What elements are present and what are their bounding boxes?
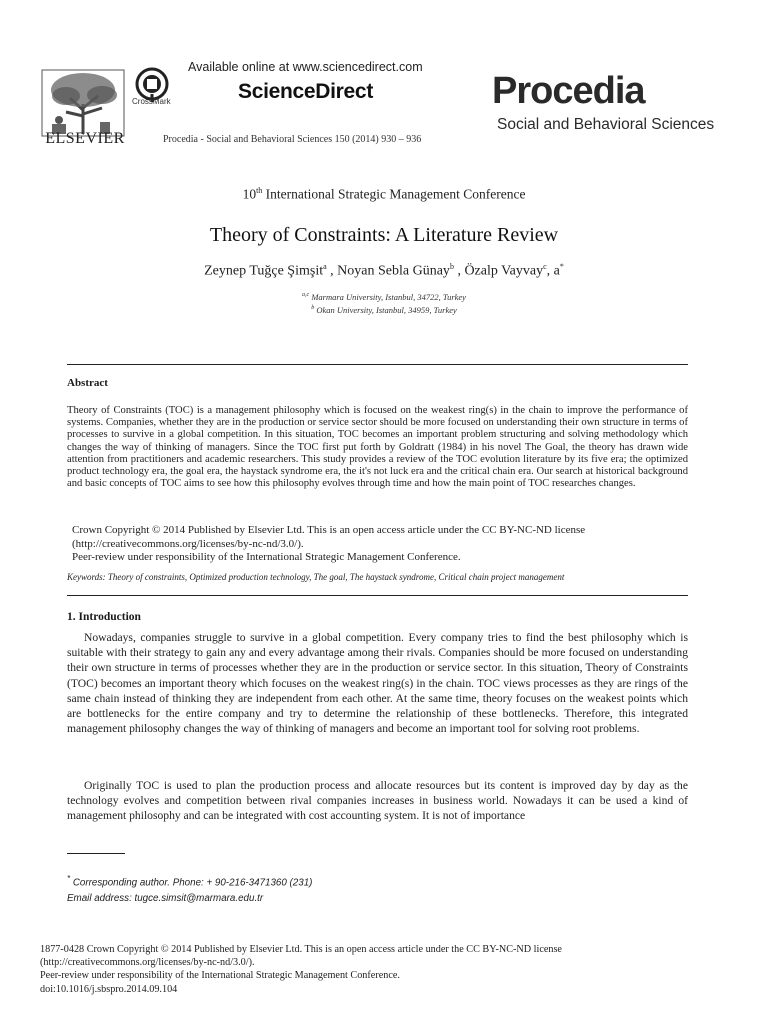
paragraph: Nowadays, companies struggle to survive in a global competition. Every company tries to find the best philosophy which is suitable with their strategy to gain any and every advantage among their rivals. Companies should be more focused on understanding their own structure in terms of processes whether they are in the production or service sector. In this situation, Theory of Constraints (TOC) becomes an important theory which focuses on the weakest ring(s) in the chain. TOC views processes as they are rings of the same chain instead of thinking they are independent from each other. At the same time, theory focuses on the weakest points which are bottlenecks for the entire company and try to determine the relationship of these bottlenecks. Therefore, this integrated management philosophy changes the way of thinking of managers and become an important tool for solving root problems. [67,631,688,736]
divider [67,595,688,596]
paper-title: Theory of Constraints: A Literature Review [209,224,559,246]
page-footer: 1877-0428 Crown Copyright © 2014 Published by Elsevier Ltd. This is an open access article under the CC BY-NC-ND license (http://creativecommons.org/licenses/by-nc-nd/3.0/). Peer-review under responsibility of the International Strategic Management Conference. doi:10.1016/j.sbspro.2014.09.104 [40,943,730,996]
corresponding-author-footnote: * Corresponding author. Phone: + 90-216-3471360 (231) [67,874,313,889]
author-name: Noyan Sebla Günay [337,263,450,279]
procedia-subtitle: Social and Behavioral Sciences [497,116,715,133]
author-list: Zeynep Tuğçe Şimşit$^a$ , Noyan Sebla Günay$^b$ , Özalp Vayvay$^c$, a* [204,262,564,279]
author-name: a [553,263,560,279]
abstract-text: Theory of Constraints (TOC) is a management philosophy which is focused on the weakest ring(s) in the chain to improve the performance of systems. Companies, whether they are in the production or service sector should be more focused on understanding their own structure in terms of processes to survive in a global competition. In this situation, TOC becomes an important problem structuring and solving methodology which changes the way of thinking of managers. Since the TOC first put forth by Goldratt (1984) in his novel The Goal, the theory has drawn wide attention from practitioners and academic researchers. This study provides a review of the TOC evolution literature by its five era; the optimized product technology era, the goal era, the haystack syndrome era, the it's not luck era and the critical chain era. Our search at historical background and basic concepts of TOC aims to see how this philosophy evolves through time and how the main point of TOC researches changes. [67,405,688,490]
conference-line: 10th International Strategic Management Conference [242,186,526,202]
procedia-logo: Procedia [492,70,645,112]
affiliation-2: $^b$ Okan University, Istanbul, 34959, Turkey [311,305,457,315]
publisher-wordmark: ELSEVIER [45,130,125,147]
abstract-heading: Abstract [67,377,108,389]
section-heading: 1. Introduction [67,611,141,623]
divider [67,364,688,365]
affiliation-1: $^{a,c}$ Marmara University, Istanbul, 34722, Turkey [302,292,466,302]
author-name: Zeynep Tuğçe Şimşit [204,263,324,279]
crossmark-label: CrossMark [132,97,171,106]
available-online-text: Available online at www.sciencedirect.com [188,60,423,74]
license-link[interactable]: (http://creativecommons.org/licenses/by-nc-nd/3.0/). [72,537,304,550]
email-footnote: Email address: tugce.simsit@marmara.edu.tr [67,893,264,904]
paragraph: Originally TOC is used to plan the production process and allocate resources but its content is improved day by day as the technology evolves and competition between rival companies increases in business world. Nowadays it can be used a kind of management philosophy and can be integrated with cost accounting system. It is not of importance [67,779,688,823]
journal-reference: Procedia - Social and Behavioral Sciences 150 (2014) 930 – 936 [163,134,422,145]
footer-license-link[interactable]: (http://creativecommons.org/licenses/by-nc-nd/3.0/). [40,957,255,969]
copyright-notice: Crown Copyright © 2014 Published by Elsevier Ltd. This is an open access article under the CC BY-NC-ND license (http://creativecommons.org/licenses/by-nc-nd/3.0/). Peer-review under responsibility of the International Strategic Management Conference. [72,524,692,565]
doi[interactable]: doi:10.1016/j.sbspro.2014.09.104 [40,983,178,995]
footnote-divider [67,853,125,854]
keywords: Keywords: Theory of constraints, Optimized production technology, The goal, The haystack syndrome, Critical chain project management [67,572,565,582]
author-name: Özalp Vayvay [464,263,544,279]
sciencedirect-logo: ScienceDirect [238,80,374,103]
